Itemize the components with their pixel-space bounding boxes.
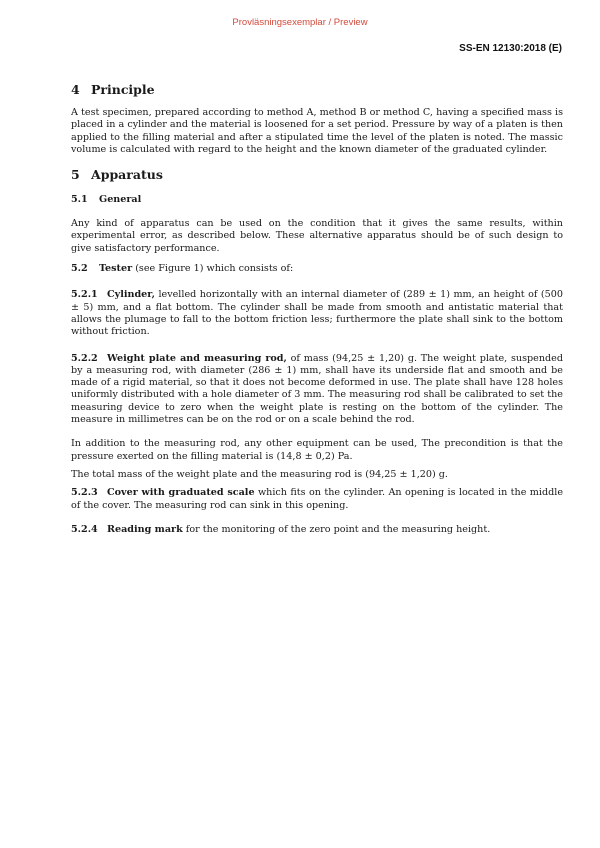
subsection-number: 5.2 [71,263,88,275]
clause-number: 5.2.3 [71,487,98,499]
section-5-2-2-total-mass-paragraph: The total mass of the weight plate and the measuring rod is (94,25 ± 1,20) g. [71,468,448,480]
clause-number: 5.2.4 [71,523,98,535]
clause-title: Weight plate and measuring rod, [107,352,287,364]
clause-text: which fits on the cylinder. An opening is located in the middle of the cover. The measuring rod can sink in this opening. [71,487,563,511]
clause-title: Cover with graduated scale [107,487,255,499]
document-id: SS-EN 12130:2018 (E) [459,43,562,54]
clause-title: Reading mark [107,523,183,535]
clause-number: 5.2.1 [71,289,98,301]
subsection-title: Tester [99,263,133,275]
section-5-2-4-paragraph [71,524,563,536]
clause-number: 5.2.2 [71,352,98,364]
clause-text: levelled horizontally with an internal diameter of (289 ± 1) mm, an height of (500 ± 5) mm, and a flat bottom. The cylinder shall be made from smooth and antistatic material that allows the plumage to fall to the bottom friction less; furthermore the plate shall sink to the bottom without friction. [71,289,563,338]
clause-text: of mass (94,25 ± 1,20) g. The weight plate, suspended by a measuring rod, with diameter (286 ± 1) mm, shall have its underside flat and smooth and be made of a rigid material, so that it does not become deformed in use. The plate shall have 128 holes uniformly distributed with a hole diameter of 3 mm. The measuring rod shall be calibrated to set the measuring device to zero when the weight plate is resting on the bottom of the cylinder. The measure in millimetres can be on the rod or on a scale behind the rod. [71,352,563,426]
section-5-1-heading [71,194,563,206]
section-5-2-line [71,263,563,275]
section-title: Principle [91,82,155,97]
section-5-2-1-paragraph [71,289,563,338]
section-5-2-2-paragraph [71,353,563,427]
section-title: Apparatus [91,167,163,183]
preview-watermark: Provläsningsexemplar / Preview [232,17,368,28]
subsection-number: 5.1 [71,194,88,206]
clause-text: for the monitoring of the zero point and the measuring height. [182,523,491,535]
section-5-2-3-paragraph [71,487,563,512]
section-5-heading [71,168,563,182]
subsection-text: (see Figure 1) which consists of: [132,263,294,275]
section-4-paragraph: A test specimen, prepared according to method A, method B or method C, having a specified mass is placed in a cylinder and the material is loosened for a set period. Pressure by way of a platen is then applied to the filling material and after a stipulated time the level of the platen is noted. The massic volume is calculated with regard to the height and the known diameter of the graduated cylinder. [71,107,563,155]
section-number: 5 [71,167,80,183]
section-4-heading [71,83,563,97]
document-body [71,83,563,536]
section-number: 4 [71,82,80,97]
subsection-title: General [99,194,142,206]
section-5-1-paragraph: Any kind of apparatus can be used on the condition that it gives the same results, within experimental error, as described below. These alternative apparatus should be of such design to give satisfactory performance. [71,218,563,254]
section-5-2-2-additional-paragraph: In addition to the measuring rod, any other equipment can be used, The precondition is that the pressure exerted on the filling material is (14,8 ± 0,2) Pa. [71,438,563,462]
clause-title: Cylinder, [107,289,155,301]
